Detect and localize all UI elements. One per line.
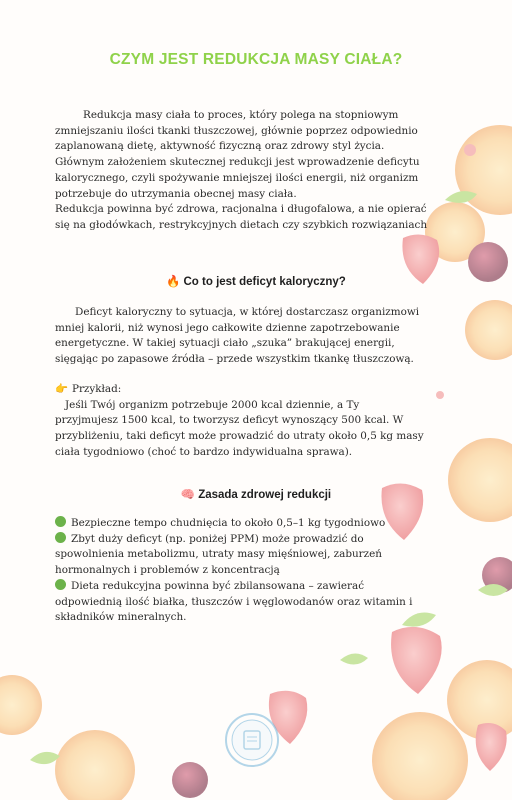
list-item: Bezpieczne tempo chudnięcia to około 0,5–1 kg tygodniowo [55,516,475,532]
intro-line: kalorycznego, czyli spożywanie mniejszej ilości energii, niż organizm [55,171,419,184]
example-label: Przykład: [71,383,122,395]
fire-icon: 🔥 [166,276,181,288]
example-label-line [55,382,475,398]
example-line: przybliżeniu, taki deficyt może prowadzić do utraty około 0,5 kg masy [55,430,424,443]
deficit-paragraph [55,305,475,368]
example-line: ciała tygodniowo (choć to bardzo indywidualna sprawa). [55,445,353,458]
healthy-heading-text: Zasada zdrowej redukcji [198,489,332,501]
healthy-list [55,516,475,626]
intro-line: Redukcja powinna być zdrowa, racjonalna i długofalowa, a nie opierać [55,203,427,216]
deficit-line: mniej kalorii, niż wynosi jego całkowite dzienne zapotrzebowanie [55,321,400,334]
pointing-hand-icon: 👉 [55,383,68,395]
list-item: Dieta redukcyjna powinna być zbilansowana – zawierać [55,579,475,595]
green-dot-icon [55,516,66,527]
intro-line: się na głodówkach, restrykcyjnych dietach czy szybkich rozwiązaniach [55,218,428,231]
intro-line: Głównym założeniem skutecznej redukcji jest wprowadzenie deficytu [55,156,420,169]
intro-line: zmniejszaniu ilości tkanki tłuszczowej, głównie poprzez odpowiednio [55,124,418,137]
list-item-continuation: odpowiednią ilość białka, tłuszczów i węglowodanów oraz witamin i [55,595,413,608]
deficit-heading-text: Co to jest deficyt kaloryczny? [183,276,346,288]
intro-line: Redukcja masy ciała to proces, który polega na stopniowym [83,109,399,121]
list-item-continuation: spowolnienia metabolizmu, utraty masy mięśniowej, zaburzeń [55,548,382,561]
list-item: Zbyt duży deficyt (np. poniżej PPM) może prowadzić do [55,532,475,548]
example-line: przyjmujesz 1500 kcal, to tworzysz deficyt wynoszący 500 kcal. W [55,414,404,427]
example-paragraph [55,382,475,461]
intro-paragraph [55,108,475,234]
deficit-line: Deficyt kaloryczny to sytuacja, w której dostarczasz organizmowi [75,306,420,318]
list-item-continuation: składników mineralnych. [55,611,187,624]
intro-line: potrzebuje do utrzymania obecnej masy ciała. [55,187,297,200]
healthy-heading [0,487,512,501]
deficit-heading [0,274,512,288]
list-item-continuation: hormonalnych i problemów z koncentracją [55,564,280,577]
deficit-line: energetyczne. W takiej sytuacji ciało „szuka” brakującej energii, [55,337,395,350]
page-title: CZYM JEST REDUKCJA MASY CIAŁA? [109,51,403,68]
green-dot-icon [55,579,66,590]
green-dot-icon [55,532,66,543]
brain-icon: 🧠 [180,489,196,501]
intro-line: zaplanowaną dietę, aktywność fizyczną oraz zdrowy styl życia. [55,140,385,153]
example-line: Jeśli Twój organizm potrzebuje 2000 kcal dziennie, a Ty [65,398,360,411]
deficit-line: sięgając po zapasowe źródła – przede wszystkim tkankę tłuszczową. [55,353,414,366]
